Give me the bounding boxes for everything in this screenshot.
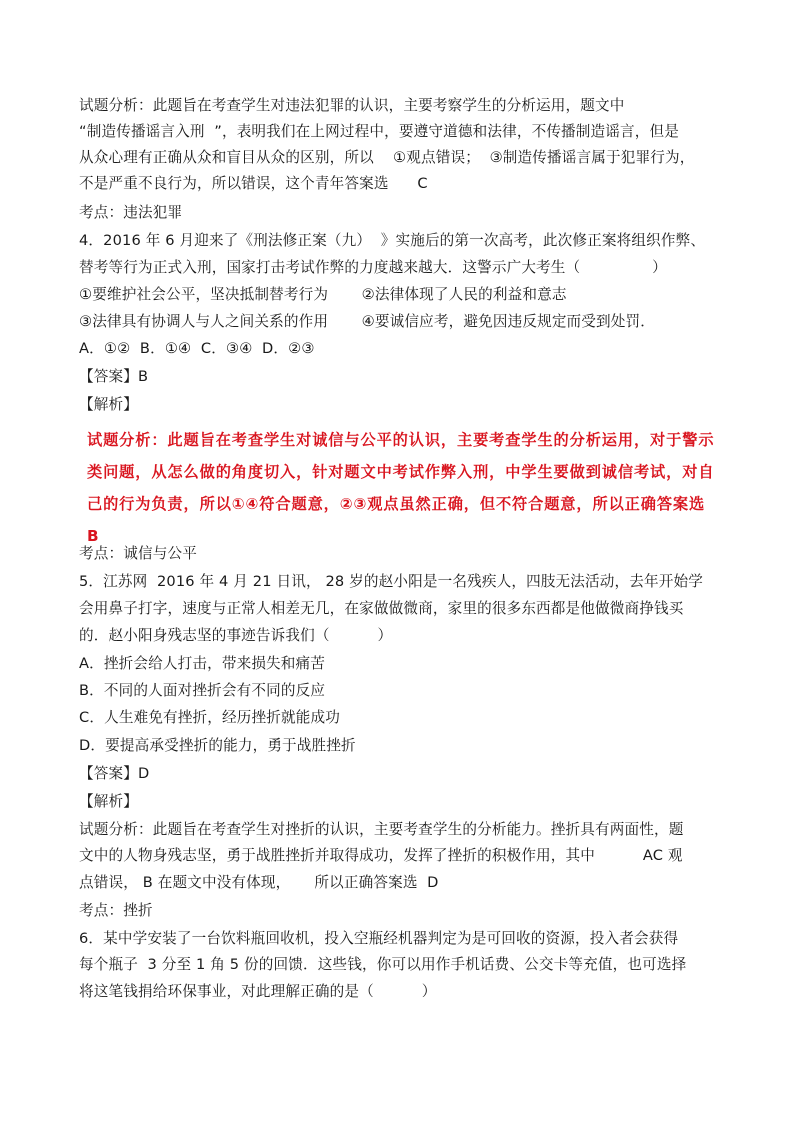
answer-label: 【答案】B <box>79 368 149 385</box>
text-line: 点错误， B 在题文中没有体现， 所以正确答案选 D <box>79 874 439 891</box>
question-stem: 4．2016 年 6 月迎来了《刑法修正案（九） 》实施后的第一次高考，此次修正案将组织作弊、 <box>79 232 706 249</box>
answer-label: 【答案】D <box>79 765 150 782</box>
text-line: 考点：违法犯罪 <box>79 204 183 221</box>
option-b: B．不同的人面对挫折会有不同的反应 <box>79 682 326 699</box>
option-d: D．要提高承受挫折的能力，勇于战胜挫折 <box>79 737 356 754</box>
analysis-label: 【解析】 <box>79 793 138 810</box>
highlighted-analysis: B <box>87 527 100 545</box>
question-stem: 的．赵小阳身残志坚的事迹告诉我们（ ） <box>79 627 393 644</box>
question-stem: 替考等行为正式入刑，国家打击考试作弊的力度越来越大．这警示广大考生（ ） <box>79 259 667 276</box>
highlighted-analysis: 试题分析：此题旨在考查学生对诚信与公平的认识，主要考查学生的分析运用，对于警示 <box>87 431 715 449</box>
statement-line: ①要维护社会公平，坚决抵制替考行为 ②法律体现了人民的利益和意志 <box>79 286 567 303</box>
text-line: 文中的人物身残志坚，勇于战胜挫折并取得成功，发挥了挫折的积极作用，其中 AC 观 <box>79 847 683 864</box>
text-line: 试题分析：此题旨在考查学生对违法犯罪的认识，主要考察学生的分析运用，题文中 <box>79 97 625 114</box>
highlighted-analysis: 类问题，从怎么做的角度切入，针对题文中考试作弊入刑，中学生要做到诚信考试，对自 <box>87 463 715 481</box>
question-stem: 每个瓶子 3 分至 1 角 5 份的回馈．这些钱，你可以用作手机话费、公交卡等充值，也可选择 <box>79 956 687 973</box>
question-stem: 将这笔钱捐给环保事业，对此理解正确的是（ ） <box>79 983 437 1000</box>
option-a: A．挫折会给人打击，带来损失和痛苦 <box>79 655 326 672</box>
highlighted-analysis: 己的行为负责，所以①④符合题意，②③观点虽然正确，但不符合题意，所以正确答案选 <box>87 495 706 513</box>
text-line: “制造传播谣言入刑 ”，表明我们在上网过程中，要遵守道德和法律，不传播制造谣言，但是 <box>79 123 680 140</box>
text-line: 考点：挫折 <box>79 902 153 919</box>
question-stem: 6．某中学安装了一台饮料瓶回收机，投入空瓶经机器判定为是可回收的资源，投入者会获得 <box>79 930 679 947</box>
option-c: C．人生难免有挫折，经历挫折就能成功 <box>79 709 340 726</box>
question-stem: 5．江苏网 2016 年 4 月 21 日讯， 28 岁的赵小阳是一名残疾人，四肢无法活动，去年开始学 <box>79 573 703 590</box>
text-line: 从众心理有正确从众和盲目从众的区别，所以 ①观点错误； ③制造传播谣言属于犯罪行为， <box>79 149 695 166</box>
text-line: 试题分析：此题旨在考查学生对挫折的认识，主要考查学生的分析能力。挫折具有两面性，题 <box>79 821 684 838</box>
answer-options: A．①② B．①④ C．③④ D．②③ <box>79 340 315 357</box>
text-line: 考点：诚信与公平 <box>79 545 197 562</box>
analysis-label: 【解析】 <box>79 396 138 413</box>
statement-line: ③法律具有协调人与人之间关系的作用 ④要诚信应考，避免因违反规定而受到处罚． <box>79 313 656 330</box>
text-line: 不是严重不良行为，所以错误，这个青年答案选 C <box>79 175 428 192</box>
question-stem: 会用鼻子打字，速度与正常人相差无几，在家做做微商，家里的很多东西都是他做微商挣钱买 <box>79 600 684 617</box>
